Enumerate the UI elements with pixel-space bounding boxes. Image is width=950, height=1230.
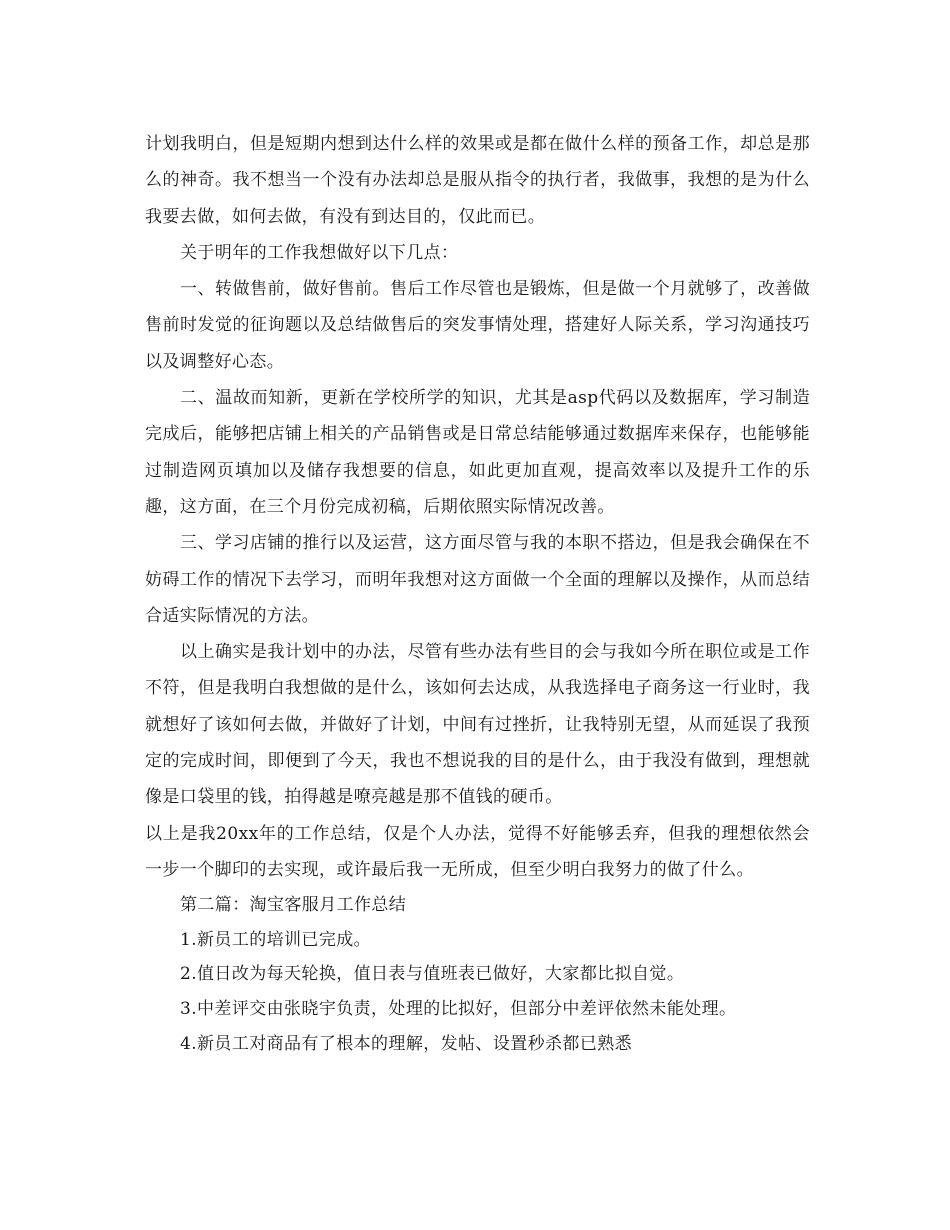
paragraph-plans-intro: 关于明年的工作我想做好以下几点： bbox=[180, 242, 459, 263]
paragraph-continuation: 计划我明白，但是短期内想到达什么样的效果或是都在做什么样的预备工作，却总是那么的神奇。我不想当一个没有办法却总是服从指令的执行者，我做事，我想的是为什么我要去做，如何去做，有没有到达目的，仅此而已。 bbox=[145, 134, 810, 227]
list-item: 2.值日改为每天轮换，值日表与值班表已做好，大家都比拟自觉。 bbox=[180, 964, 685, 985]
paragraph-plan-two: 二、温故而知新，更新在学校所学的知识，尤其是asp代码以及数据库，学习制造完成后，能够把店铺上相关的产品销售或是日常总结能够通过数据库来保存，也能够能过制造网页填加以及储存我想要的信息，如此更加直观，提高效率以及提升工作的乐趣，这方面，在三个月份完成初稿，后期依照实际情况改善。 bbox=[145, 388, 810, 517]
list-item: 1.新员工的培训已完成。 bbox=[180, 929, 372, 950]
paragraph-summary: 以上是我20xx年的工作总结，仅是个人办法，觉得不好能够丢弃，但我的理想依然会一步一个脚印的去实现，或许最后我一无所成，但至少明白我努力的做了什么。 bbox=[145, 823, 810, 880]
document-body bbox=[145, 126, 810, 1061]
section-two bbox=[145, 888, 810, 1061]
list-item: 4.新员工对商品有了根本的理解，发帖、设置秒杀都已熟悉 bbox=[180, 1033, 633, 1054]
paragraph-plan-three: 三、学习店铺的推行以及运营，这方面尽管与我的本职不搭边，但是我会确保在不妨碍工作的情况下去学习，而明年我想对这方面做一个全面的理解以及操作，从而总结合适实际情况的方法。 bbox=[145, 533, 810, 626]
section-title: 第二篇：淘宝客服月工作总结 bbox=[180, 895, 407, 916]
paragraph-reflection: 以上确实是我计划中的办法，尽管有些办法有些目的会与我如今所在职位或是工作不符，但是我明白我想做的是什么，该如何去达成，从我选择电子商务这一行业时，我就想好了该如何去做，并做好了计划，中间有过挫折，让我特别无望，从而延误了我预定的完成时间，即便到了今天，我也不想说我的目的是什么，由于我没有做到，理想就像是口袋里的钱，拍得越是嘹亮越是那不值钱的硬币。 bbox=[145, 642, 810, 808]
list-item: 3.中差评交由张晓宇负责，处理的比拟好，但部分中差评依然未能处理。 bbox=[180, 999, 737, 1020]
paragraph-plan-one: 一、转做售前，做好售前。售后工作尽管也是锻炼，但是做一个月就够了，改善做售前时发觉的征询题以及总结做售后的突发事情处理，搭建好人际关系，学习沟通技巧以及调整好心态。 bbox=[145, 279, 810, 372]
